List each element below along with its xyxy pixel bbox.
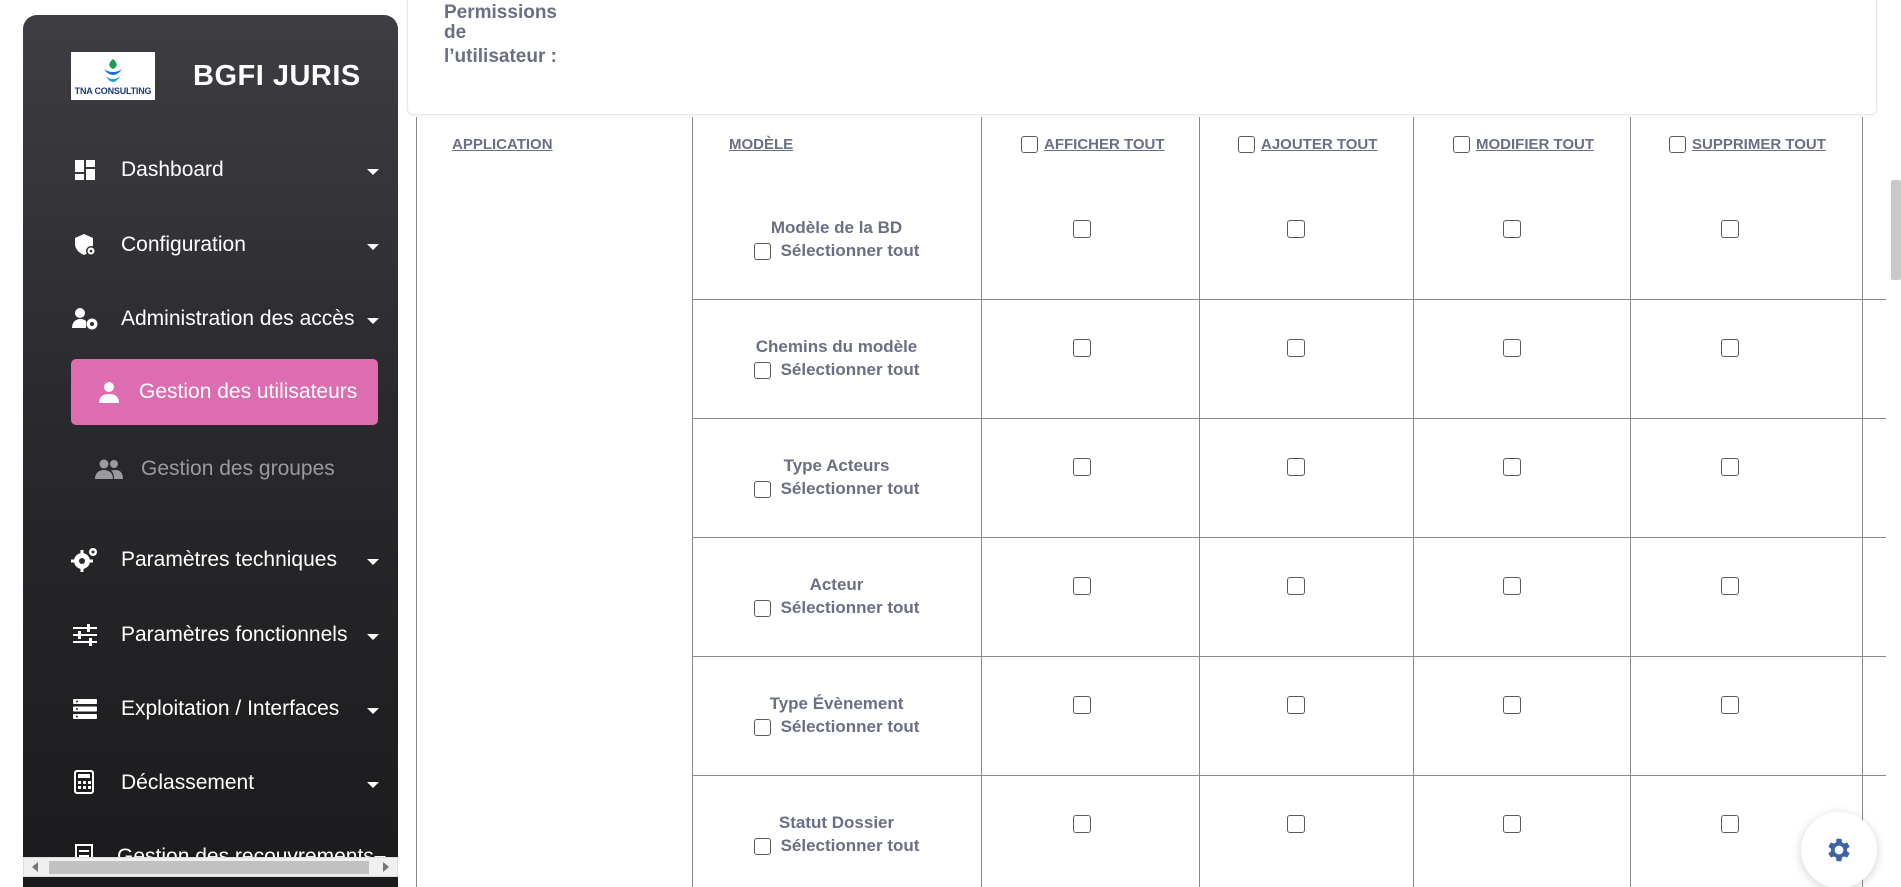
sidebar-horizontal-scrollbar[interactable] <box>23 857 398 877</box>
scroll-left-icon[interactable] <box>32 862 38 872</box>
delete-permission-checkbox[interactable] <box>1721 815 1739 833</box>
sidebar-item-label: Déclassement <box>121 771 255 794</box>
sidebar-item-parametres-techniques[interactable] <box>71 535 381 585</box>
row-divider <box>692 537 1886 538</box>
view-permission-checkbox[interactable] <box>1073 696 1091 714</box>
model-name: Modèle de la BD <box>770 218 903 237</box>
select-all-label: Sélectionner tout <box>780 241 920 260</box>
select-all-row-checkbox[interactable] <box>754 838 771 855</box>
sidebar-item-exploitation-interfaces[interactable] <box>71 684 381 734</box>
chevron-down-icon <box>367 559 379 565</box>
brand[interactable] <box>71 52 361 100</box>
row-divider <box>692 775 1886 776</box>
header-label[interactable]: MODIFIER TOUT <box>1476 136 1595 153</box>
table-border <box>1413 117 1414 887</box>
view-permission-checkbox[interactable] <box>1073 339 1091 357</box>
sidebar-subitem-label: Gestion des utilisateurs <box>139 380 358 403</box>
sidebar-item-configuration[interactable] <box>71 220 381 270</box>
table-border <box>1862 117 1863 887</box>
table-border <box>981 117 982 887</box>
sidebar <box>23 15 398 887</box>
header-label[interactable]: AFFICHER TOUT <box>1044 136 1165 153</box>
add-permission-checkbox[interactable] <box>1287 815 1305 833</box>
sidebar-item-administration-acces[interactable] <box>71 294 381 344</box>
select-all-row-checkbox[interactable] <box>754 243 771 260</box>
select-all-row-checkbox[interactable] <box>754 719 771 736</box>
header-label[interactable]: SUPPRIMER TOUT <box>1692 136 1826 153</box>
gears-icon <box>71 546 99 574</box>
select-all-row[interactable] <box>692 596 981 620</box>
select-all-row[interactable] <box>692 715 981 739</box>
view-permission-checkbox[interactable] <box>1073 577 1091 595</box>
settings-fab[interactable] <box>1801 812 1877 887</box>
select-all-label: Sélectionner tout <box>780 360 920 379</box>
sidebar-item-dashboard[interactable] <box>71 145 381 195</box>
view-permission-checkbox[interactable] <box>1073 220 1091 238</box>
view-permission-checkbox[interactable] <box>1073 815 1091 833</box>
select-all-label: Sélectionner tout <box>780 836 920 855</box>
sidebar-item-label: Dashboard <box>121 158 224 181</box>
select-all-row[interactable] <box>692 358 981 382</box>
table-border <box>1630 117 1631 887</box>
select-all-row[interactable] <box>692 834 981 858</box>
select-all-row[interactable] <box>692 477 981 501</box>
edit-permission-checkbox[interactable] <box>1503 577 1521 595</box>
row-divider <box>692 299 1886 300</box>
vertical-scrollbar-thumb[interactable] <box>1891 180 1901 280</box>
model-name: Type Acteurs <box>783 456 890 475</box>
sidebar-subitem-label: Gestion des groupes <box>141 457 335 480</box>
add-all-checkbox[interactable] <box>1238 136 1255 153</box>
model-name: Type Évènement <box>769 694 904 713</box>
shield-gear-icon <box>71 231 99 259</box>
table-border <box>1199 117 1200 887</box>
select-all-row[interactable] <box>692 239 981 263</box>
chevron-down-icon <box>367 708 379 714</box>
permissions-title-line: l’utilisateur : <box>444 46 557 67</box>
edit-permission-checkbox[interactable] <box>1503 815 1521 833</box>
column-header-add-all <box>1238 136 1377 153</box>
sidebar-subitem-gestion-utilisateurs[interactable] <box>71 359 378 425</box>
view-permission-checkbox[interactable] <box>1073 458 1091 476</box>
delete-permission-checkbox[interactable] <box>1721 458 1739 476</box>
permissions-table <box>416 117 1886 887</box>
sidebar-item-parametres-fonctionnels[interactable] <box>71 610 381 660</box>
delete-permission-checkbox[interactable] <box>1721 220 1739 238</box>
group-icon <box>93 455 125 483</box>
model-name: Acteur <box>809 575 864 594</box>
model-name: Chemins du modèle <box>755 337 918 356</box>
sidebar-item-label: Administration des accès <box>121 307 355 330</box>
edit-permission-checkbox[interactable] <box>1503 220 1521 238</box>
select-all-row-checkbox[interactable] <box>754 600 771 617</box>
view-all-checkbox[interactable] <box>1021 136 1038 153</box>
delete-permission-checkbox[interactable] <box>1721 339 1739 357</box>
scroll-right-icon[interactable] <box>383 862 389 872</box>
model-cell <box>692 455 981 501</box>
sidebar-item-label: Paramètres fonctionnels <box>121 623 348 646</box>
header-label: MODÈLE <box>729 136 794 153</box>
add-permission-checkbox[interactable] <box>1287 220 1305 238</box>
permissions-header-card <box>407 0 1877 115</box>
edit-permission-checkbox[interactable] <box>1503 339 1521 357</box>
scrollbar-thumb[interactable] <box>49 861 369 874</box>
delete-all-checkbox[interactable] <box>1669 136 1686 153</box>
column-header-edit-all <box>1453 136 1594 153</box>
add-permission-checkbox[interactable] <box>1287 458 1305 476</box>
table-border <box>416 117 417 887</box>
chevron-down-icon <box>367 782 379 788</box>
permissions-title-line: Permissions <box>444 2 557 23</box>
column-header-application[interactable] <box>452 136 553 153</box>
chevron-down-icon <box>367 318 379 324</box>
sidebar-item-label: Configuration <box>121 233 246 256</box>
sliders-icon <box>71 621 99 649</box>
gear-icon <box>1824 835 1854 865</box>
edit-permission-checkbox[interactable] <box>1503 458 1521 476</box>
chevron-down-icon <box>367 634 379 640</box>
logo-mark-icon <box>100 57 126 85</box>
add-permission-checkbox[interactable] <box>1287 577 1305 595</box>
column-header-view-all <box>1021 136 1165 153</box>
select-all-label: Sélectionner tout <box>780 717 920 736</box>
user-gear-icon <box>71 305 99 333</box>
permissions-title <box>444 3 574 67</box>
delete-permission-checkbox[interactable] <box>1721 696 1739 714</box>
model-cell <box>692 336 981 382</box>
permissions-title-line: de <box>444 22 467 43</box>
model-cell <box>692 217 981 263</box>
chevron-down-icon <box>367 169 379 175</box>
server-icon <box>71 695 99 723</box>
select-all-row-checkbox[interactable] <box>754 481 771 498</box>
edit-all-checkbox[interactable] <box>1453 136 1470 153</box>
person-icon <box>95 378 123 406</box>
row-divider <box>692 656 1886 657</box>
select-all-row-checkbox[interactable] <box>754 362 771 379</box>
edit-permission-checkbox[interactable] <box>1503 696 1521 714</box>
add-permission-checkbox[interactable] <box>1287 696 1305 714</box>
model-cell <box>692 812 981 858</box>
column-header-model[interactable] <box>729 136 793 153</box>
row-divider <box>692 418 1886 419</box>
delete-permission-checkbox[interactable] <box>1721 577 1739 595</box>
model-cell <box>692 574 981 620</box>
model-name: Statut Dossier <box>778 813 895 832</box>
dashboard-icon <box>71 156 99 184</box>
sidebar-item-label: Paramètres techniques <box>121 548 337 571</box>
select-all-label: Sélectionner tout <box>780 598 920 617</box>
header-label: APPLICATION <box>452 136 553 153</box>
sidebar-subitem-gestion-groupes[interactable] <box>93 444 335 494</box>
select-all-label: Sélectionner tout <box>780 479 920 498</box>
column-header-delete-all <box>1669 136 1826 153</box>
model-cell <box>692 693 981 739</box>
chevron-down-icon <box>367 244 379 250</box>
calculator-icon <box>71 769 99 797</box>
header-label[interactable]: AJOUTER TOUT <box>1261 136 1378 153</box>
tna-consulting-logo <box>71 52 155 100</box>
sidebar-item-label: Exploitation / Interfaces <box>121 697 340 720</box>
logo-text: TNA CONSULTING <box>74 85 152 96</box>
add-permission-checkbox[interactable] <box>1287 339 1305 357</box>
sidebar-item-declassement[interactable] <box>71 758 381 808</box>
app-title: BGFI JURIS <box>193 59 361 92</box>
